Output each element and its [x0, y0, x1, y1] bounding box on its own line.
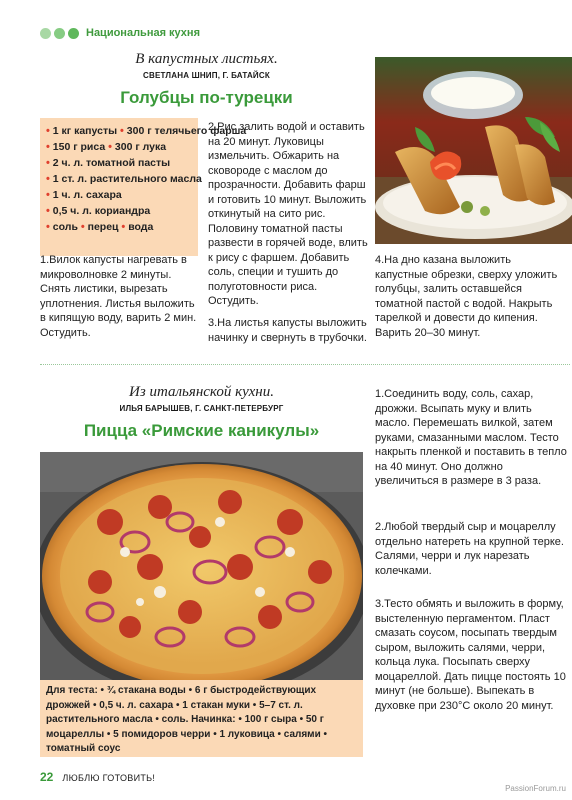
- recipe1-step4: 4.На дно казана выложить капустные обрезки, сверху уложить голубцы, залить оставшейся томатной пастой с водой. Накрыть тарелкой и довести до кипения. Варить 20–30 минут.: [375, 254, 558, 339]
- ingredient-line: • 1 кг капусты • 300 г телячьего фарша: [46, 125, 247, 137]
- recipe2-ingredients: Для теста: • ¾ стакана воды • 6 г быстродействующих дрожжей • 0,5 ч. л. сахара • 1 стакан муки • 5–7 ст. л. растительного масла • соль. Начинка: • 100 г сыра • 50 г моцареллы • 5 помидоров черри • 1 луковица • салями • томатный соус: [40, 680, 363, 757]
- recipe1-ingredients: [40, 118, 247, 256]
- recipe1-step1: 1.Вилок капусты нагревать в микроволновке 2 минуты. Снять листики, вырезать уплотнения. Листья выложить в кипящую воду, варить 2 мин. Остудить.: [40, 254, 197, 339]
- section-header: [40, 25, 200, 41]
- ingredient-line: • 0,5 ч. л. кориандра: [46, 205, 151, 217]
- page-number: 22: [40, 770, 54, 784]
- recipe1-author: СВЕТЛАНА ШНИП, Г. БАТАЙСК: [143, 71, 270, 80]
- ingredient-line: • 150 г риса • 300 г лука: [46, 141, 167, 153]
- cabbage-rolls-photo: [375, 57, 572, 244]
- recipe2-author: ИЛЬЯ БАРЫШЕВ, Г. САНКТ-ПЕТЕРБУРГ: [119, 404, 284, 413]
- recipe2-kicker: Из итальянской кухни.: [129, 384, 274, 400]
- pizza-photo: [40, 452, 363, 680]
- divider: [40, 364, 570, 365]
- ingredient-line: • 1 ч. л. сахара: [46, 189, 122, 201]
- watermark: PassionForum.ru: [505, 784, 566, 793]
- recipe1-kicker: В капустных листьях.: [135, 51, 278, 67]
- ingredient-line: • 2 ч. л. томатной пасты: [46, 157, 171, 169]
- magazine-name: ЛЮБЛЮ ГОТОВИТЬ!: [62, 773, 156, 783]
- recipe2-step2: 2.Любой твердый сыр и моцареллу отдельно натереть на крупной терке. Салями, черри и лук нарезать колечками.: [375, 521, 564, 577]
- recipe2-step1: 1.Соединить воду, соль, сахар, дрожжи. Всыпать муку и влить масло. Перемешать вилкой, затем руками, смазанными маслом. Тесто накрыть пленкой и поставить в тепло на 40 минут. Оно должно увеличиться в размере в 3 раза.: [375, 388, 567, 487]
- recipe2-title: Пицца «Римские каникулы»: [83, 421, 320, 440]
- ingredient-line: • 1 ст. л. растительного масла: [46, 173, 202, 185]
- recipe1-title: Голубцы по-турецки: [120, 88, 293, 107]
- recipe1-step2: 2.Рис залить водой и оставить на 20 минут. Луковицы измельчить. Обжарить на сковороде с маслом до прозрачности. Добавить фарш и готовить 10 минут. Выложить откинутый на сито рис. Половину томатной пасты развести в горячей воде, влить к рису с фаршем. Добавить соль, специи и тушить до полуготовности риса. Остудить.: [208, 121, 368, 307]
- page-footer: [40, 770, 155, 784]
- recipe1-step3: 3.На листья капусты выложить начинку и свернуть в трубочки.: [208, 317, 367, 344]
- header-dot: [40, 28, 51, 39]
- section-label: Национальная кухня: [86, 27, 200, 39]
- ingredient-line: • соль • перец • вода: [46, 221, 154, 233]
- recipe2-step3: 3.Тесто обмять и выложить в форму, выстеленную пергаментом. Пласт смазать соусом, посыпать твердым сыром, выложить салями, черри, кольца лука. Посыпать сверху моцареллой. Дать пицце постоять 10 минут (не больше). Выпекать в духовке при 230°С около 20 минут.: [375, 598, 566, 712]
- header-dot: [68, 28, 79, 39]
- header-dot: [54, 28, 65, 39]
